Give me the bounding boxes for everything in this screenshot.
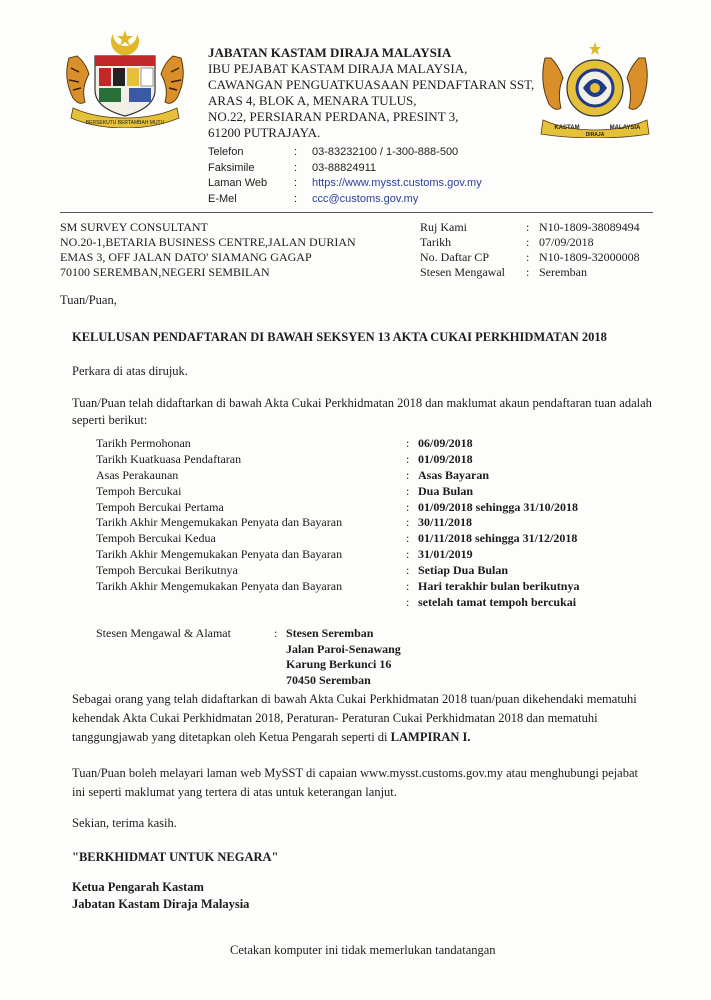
detail-row: Tempoh Bercukai Kedua : 01/11/2018 sehingga 31/12/2018: [96, 531, 578, 546]
kastam-diraja-malaysia-logo: [535, 38, 655, 138]
detail-row: Tarikh Akhir Mengemukakan Penyata dan Bayaran : 31/01/2019: [96, 547, 473, 562]
crest-text-diraja: DIRAJA: [585, 132, 605, 138]
ref-label: Ruj Kami: [420, 220, 467, 234]
registration-details-table: [96, 436, 579, 611]
contact-fax: 03-88824911: [312, 161, 377, 174]
ref-label: No. Daftar CP: [420, 250, 489, 264]
detail-value: 31/01/2019: [418, 547, 473, 562]
detail-value: Asas Bayaran: [418, 467, 490, 482]
ref-value: N10-1809-32000008: [539, 250, 640, 264]
paragraph-text: tanggungjawab yang ditetapkan oleh Ketua Pengarah seperti di: [72, 730, 391, 744]
detail-row: : setelah tamat tempoh bercukai: [96, 595, 579, 611]
agency-name: JABATAN KASTAM DIRAJA MALAYSIA: [208, 45, 452, 60]
detail-label: Tempoh Bercukai: [96, 483, 182, 498]
detail-label: Tarikh Akhir Mengemukakan Penyata dan Bayaran: [96, 547, 343, 562]
paragraph-line: [72, 730, 637, 745]
station-line: Karung Berkunci 16: [286, 657, 392, 671]
paragraph-registration: [72, 396, 652, 428]
recipient-line: NO.20-1,BETARIA BUSINESS CENTRE,JALAN DURIAN: [60, 235, 356, 249]
contact-label-email: E-Mel: [208, 192, 237, 205]
address-line: IBU PEJABAT KASTAM DIRAJA MALAYSIA,: [208, 61, 468, 76]
ref-value: Seremban: [539, 265, 587, 279]
motto: "BERKHIDMAT UNTUK NEGARA": [72, 850, 279, 864]
address-line: 61200 PUTRAJAYA.: [208, 125, 321, 140]
recipient-line: SM SURVEY CONSULTANT: [60, 220, 208, 234]
detail-label: Tarikh Akhir Mengemukakan Penyata dan Bayaran: [96, 515, 343, 530]
detail-value: 01/11/2018 sehingga 31/12/2018: [418, 531, 578, 546]
signatory-block: [72, 879, 249, 913]
paragraph-line: ini seperti maklumat yang tertera di atas untuk keterangan lanjut.: [72, 785, 397, 799]
recipient-address: [60, 220, 356, 280]
ref-value: 07/09/2018: [539, 235, 594, 249]
detail-row: Tarikh Akhir Mengemukakan Penyata dan Bayaran : Hari terakhir bulan berikutnya: [96, 579, 580, 594]
contact-info: Telefon : 03-83232100 / 1-300-888-500 Faksimile : 03-88824911 Laman Web : https://www.mysst.customs.gov.my E-Mel : ccc@customs.gov.my: [208, 145, 482, 207]
website-link[interactable]: https://www.mysst.customs.gov.my: [312, 177, 482, 189]
station-address: Stesen Mengawal & Alamat : Stesen Seremban Jalan Paroi-Senawang Karung Berkunci 16 70450 Seremban: [96, 626, 401, 687]
paragraph-website: [72, 766, 638, 800]
recipient-line: 70100 SEREMBAN,NEGERI SEMBILAN: [60, 265, 270, 279]
malaysia-coat-of-arms-logo: [55, 28, 195, 128]
detail-value: 30/11/2018: [418, 515, 473, 530]
detail-label: Tempoh Bercukai Pertama: [96, 499, 224, 514]
detail-label: Tarikh Akhir Mengemukakan Penyata dan Bayaran: [96, 579, 343, 594]
detail-value: 06/09/2018: [418, 436, 473, 450]
detail-label: Tempoh Bercukai Berikutnya: [96, 563, 238, 578]
crest-text-kastam: KASTAM: [554, 125, 580, 131]
contact-label-faksimile: Faksimile: [208, 161, 255, 174]
station-label: Stesen Mengawal & Alamat: [96, 626, 231, 640]
address-line: CAWANGAN PENGUATKUASAAN PENDAFTARAN SST,: [208, 77, 535, 92]
contact-label-web: Laman Web: [208, 177, 268, 189]
lampiran-reference: LAMPIRAN I.: [390, 730, 471, 744]
detail-label: [96, 595, 406, 611]
subject-title: KELULUSAN PENDAFTARAN DI BAWAH SEKSYEN 13 AKTA CUKAI PERKHIDMATAN 2018: [72, 330, 607, 344]
station-line: Stesen Seremban: [286, 626, 374, 640]
ref-value: N10-1809-38089494: [539, 220, 640, 234]
paragraph-line: seperti berikut:: [72, 413, 148, 427]
detail-value: Dua Bulan: [418, 483, 474, 498]
letterhead-address: [208, 45, 534, 141]
email-link[interactable]: ccc@customs.gov.my: [312, 192, 419, 205]
signatory-org: Jabatan Kastam Diraja Malaysia: [72, 897, 250, 911]
detail-value: Hari terakhir bulan berikutnya: [418, 579, 580, 594]
station-line: 70450 Seremban: [286, 672, 371, 687]
paragraph-line: Tuan/Puan telah didaftarkan di bawah Akta Cukai Perkhidmatan 2018 dan maklumat akaun pendaftaran tuan adalah: [72, 396, 652, 410]
detail-label: Tarikh Permohonan: [96, 436, 191, 450]
crest-motto: BERSEKUTU BERTAMBAH MUTU: [85, 120, 165, 126]
detail-value: 01/09/2018: [418, 451, 473, 466]
detail-row: Tempoh Bercukai : Dua Bulan: [96, 483, 474, 498]
address-line: NO.22, PERSIARAN PERDANA, PRESINT 3,: [208, 109, 459, 124]
reference-block: Ruj Kami : N10-1809-38089494 Tarikh : 07/09/2018 No. Daftar CP : N10-1809-32000008 Stesen Mengawal : Seremban: [420, 220, 640, 279]
paragraph-intro: Perkara di atas dirujuk.: [72, 364, 188, 378]
salutation: Tuan/Puan,: [60, 293, 117, 307]
contact-phone: 03-83232100 / 1-300-888-500: [312, 146, 459, 158]
crest-text-malaysia: MALAYSIA: [609, 125, 641, 131]
detail-row: Tarikh Kuatkuasa Pendaftaran : 01/09/2018: [96, 451, 473, 466]
detail-row: Tempoh Bercukai Berikutnya : Setiap Dua Bulan: [96, 563, 509, 578]
paragraph-line: Tuan/Puan boleh melayari laman web MySST di capaian www.mysst.customs.gov.my atau menghubungi pejabat: [72, 766, 639, 780]
paragraph-line: kehendak Akta Cukai Perkhidmatan 2018, Peraturan- Peraturan Cukai Perkhidmatan 2018 dan mematuhi: [72, 711, 598, 725]
detail-label: Tempoh Bercukai Kedua: [96, 531, 216, 546]
closing: Sekian, terima kasih.: [72, 816, 177, 830]
detail-row: Asas Perakaunan : Asas Bayaran: [96, 467, 490, 482]
address-line: ARAS 4, BLOK A, MENARA TULUS,: [208, 93, 417, 108]
paragraph-line: Sebagai orang yang telah didaftarkan di bawah Akta Cukai Perkhidmatan 2018 tuan/puan dikehendaki mematuhi: [72, 692, 637, 706]
station-line: Jalan Paroi-Senawang: [286, 641, 401, 656]
footer-note: Cetakan komputer ini tidak memerlukan tandatangan: [230, 943, 496, 957]
detail-row: Tarikh Akhir Mengemukakan Penyata dan Bayaran : 30/11/2018: [96, 515, 473, 530]
detail-value: 01/09/2018 sehingga 31/10/2018: [418, 499, 579, 514]
detail-value: setelah tamat tempoh bercukai: [418, 594, 577, 609]
header-divider: [60, 212, 653, 213]
paragraph-obligations: [72, 692, 637, 745]
detail-row: Tarikh Permohonan : 06/09/2018: [96, 436, 473, 450]
detail-row: Tempoh Bercukai Pertama : 01/09/2018 sehingga 31/10/2018: [96, 499, 579, 514]
detail-label: Asas Perakaunan: [96, 467, 179, 482]
ref-label: Stesen Mengawal: [420, 265, 505, 279]
ref-label: Tarikh: [420, 235, 452, 249]
signatory-title: Ketua Pengarah Kastam: [72, 880, 204, 894]
detail-label: Tarikh Kuatkuasa Pendaftaran: [96, 451, 242, 466]
detail-value: Setiap Dua Bulan: [418, 563, 509, 578]
recipient-line: EMAS 3, OFF JALAN DATO' SIAMANG GAGAP: [60, 250, 312, 264]
contact-label-telefon: Telefon: [208, 146, 244, 158]
